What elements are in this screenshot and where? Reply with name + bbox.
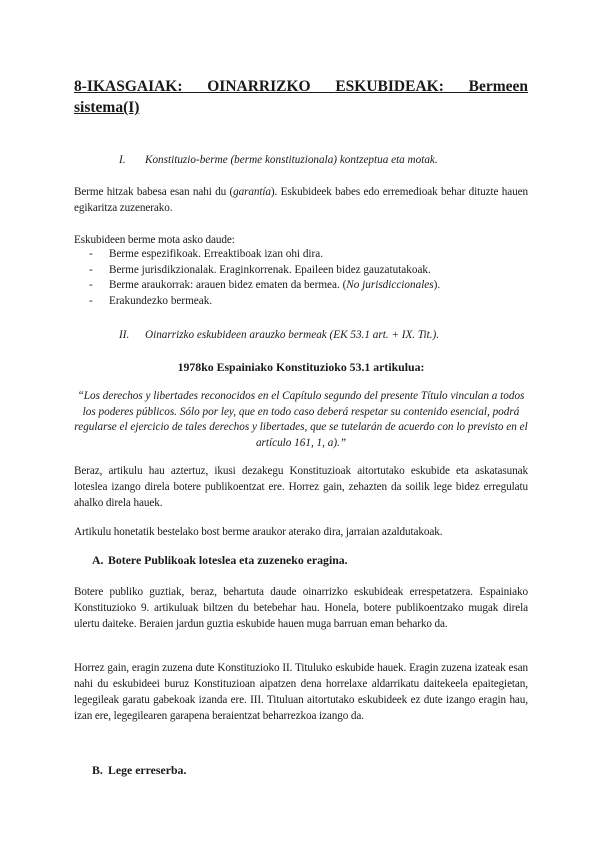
list-item-text: Berme espezifikoak. Erreaktiboak izan ohi dira.	[109, 248, 324, 260]
article-heading: 1978ko Espainiako Konstituzioko 53.1 artikulua:	[177, 360, 425, 374]
paragraph-italic-term: garantía	[233, 186, 271, 198]
list-item	[74, 278, 528, 294]
paragraph-analysis: Beraz, artikulu hau aztertuz, ikusi dezakegu Konstituzioak aitortutako eskubide eta askatasunak loteslea izango direla botere publikoentzat ere. Horrez gain, zehazten da soilik lege bidez erregulatu ahalko direla hauek.	[74, 465, 528, 509]
section-2-heading	[119, 329, 439, 341]
list-item-text: Erakundezko bermeak.	[109, 294, 213, 307]
subsection-a-heading	[92, 553, 348, 568]
dash-bullet: -	[89, 294, 93, 307]
list-intro: Eskubideen berme mota asko daude:	[74, 234, 235, 246]
paragraph-text: ). Eskubideek babes edo erremedioak behar dituzte hauen egikaritza zuzenerako.	[74, 186, 529, 214]
page-title: 8-IKASGAIAK: OINARRIZKO ESKUBIDEAK: Bermeen sistema(I)	[74, 78, 528, 116]
subsection-a-title: Botere Publikoak loteslea eta zuzeneko eragina.	[108, 553, 348, 567]
list-item-text: ).	[433, 279, 441, 291]
section-1-heading	[119, 154, 438, 166]
subsection-b-letter: B.	[92, 763, 103, 777]
subsection-b-heading	[92, 763, 186, 778]
list-item-text: Berme araukorrak: arauen bidez ematen da bermea. (	[109, 279, 347, 291]
paragraph-berme-definition	[74, 184, 528, 216]
list-item	[74, 263, 528, 279]
dash-bullet: -	[89, 263, 93, 276]
list-item	[74, 247, 528, 263]
dash-bullet: -	[89, 248, 93, 260]
paragraph-direct-effect: Horrez gain, eragin zuzena dute Konstituzioko II. Tituluko eskubide hauek. Eragin zuzena izateak esan nahi du eskubideei buruz Konstituzioan aipatzen dena horrelaxe aldarrikatu daitekeela epaitegietan, legegileak garatu gabekoak izanda ere. III. Tituluan aitortutako eskubideek ez dute izango eragin hau, izan ere, legegilearen garapena beraientzat beharrezkoa izango da.	[74, 662, 528, 722]
section-2-title: Oinarrizko eskubideen arauzko bermeak (EK 53.1 art. + IX. Tit.).	[145, 329, 440, 341]
paragraph-five-guarantees: Artikulu honetatik bestelako bost berme araukor aterako dira, jarraian azaldutakoak.	[74, 526, 443, 538]
berme-types-list	[74, 247, 528, 309]
dash-bullet: -	[89, 279, 93, 291]
subsection-b-title: Lege erreserba.	[108, 763, 187, 777]
list-item-text: Berme jurisdikzionalak. Eraginkorrenak. Epaileen bidez gauzatutakoak.	[109, 263, 431, 276]
list-item	[74, 294, 528, 310]
paragraph-public-powers: Botere publiko guztiak, beraz, behartuta daude oinarrizko eskubideak errespetatzera. Espainiako Konstituzioko 9. artikuluak biltzen du betebehar hau. Honela, botere publikoentzako mugak direla ulertu daiteke. Beraien jardun guztia eskubide hauen muga barruan eman beharko da.	[74, 586, 528, 630]
section-1-title: Konstituzio-berme (berme konstituzionala) kontzeptua eta motak.	[145, 154, 438, 166]
paragraph-text: Berme hitzak babesa esan nahi du (	[74, 186, 234, 198]
list-item-italic: No jurisdiccionales	[346, 279, 434, 291]
article-quote: “Los derechos y libertades reconocidos en el Capítulo segundo del presente Título vinculan a todos los poderes públicos. Sólo por ley, que en todo caso deberá respetar su contenido esencial, podrá regularse el ejercicio de tales derechos y libertades, que se tutelarán de acuerdo con lo previsto en el artículo 161, 1, a).”	[74, 390, 528, 449]
subsection-a-letter: A.	[92, 553, 104, 567]
section-1-number: I.	[119, 154, 126, 166]
section-2-number: II.	[119, 329, 130, 341]
